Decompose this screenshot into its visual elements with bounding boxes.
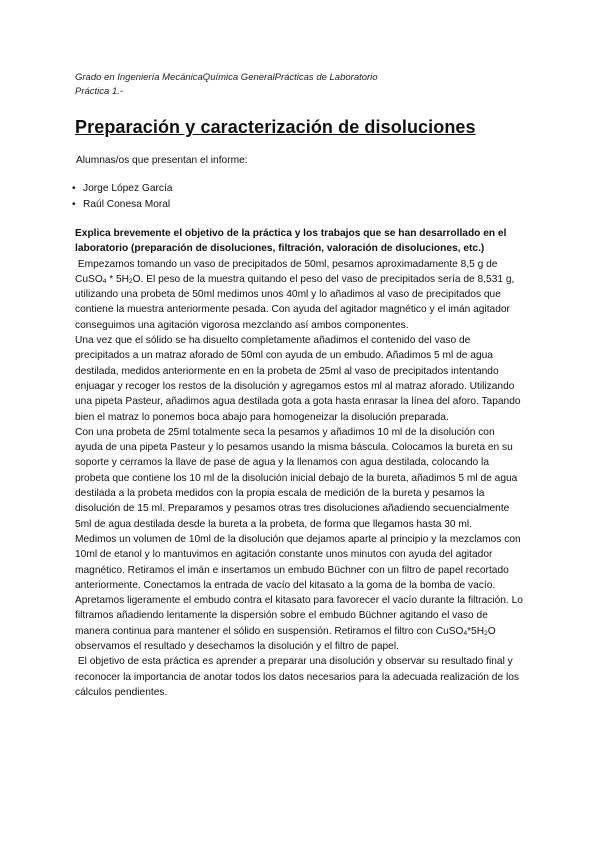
author-item: • Jorge López García [72, 181, 172, 197]
paragraph-5 [75, 654, 525, 700]
p1-sub2: 2 [129, 277, 133, 285]
p4-end: O observamos el resultado y desechamos la disolución y el filtro de papel. [75, 625, 496, 653]
p5-text: El objetivo de esta práctica es aprender a preparar una disolución y observar su resultado final y reconocer la importancia de anotar todos los datos necesarios para la adecuada realización de los cálculos pendientes. [75, 656, 519, 698]
header-course: Grado en Ingeniería MecánicaQuímica GeneralPrácticas de Laboratorio [75, 72, 378, 83]
paragraph-2: Una vez que el sólido se ha disuelto completamente añadimos el contenido del vaso de precipitados a un matraz aforado de 50ml con ayuda de un embudo. Añadimos 5 ml de agua destilada, medidos anteriormente en en la probeta de 25ml al vaso de precipitados intentando enjuagar y recoger los restos de la disolución y agregamos estos ml al matraz aforado. Utilizando una pipeta Pasteur, añadimos agua destilada gota a gota hasta enrasar la línea del aforo. Tapando bien el matraz lo ponemos boca abajo para homogeneizar la disolución preparada. [75, 335, 521, 423]
header-practice: Práctica 1.- [75, 86, 124, 97]
author-item: • Raúl Conesa Moral [72, 197, 172, 213]
document-title: Preparación y caracterización de disoluciones [75, 117, 476, 137]
p4-mid: *5H [467, 625, 485, 637]
p4-start: Medimos un volumen de 10ml de la disolución que dejamos aparte al principio y la mezclamos con 10ml de etanol y lo mantuvimos en agitación constante unos minutos con ayuda del agitador magnético. Retiramos el imán e insertamos un embudo Büchner con un filtro de papel recortado anteriormente. Conectamos la entrada de vacío del kitasato a la goma de la bomba de vacío. Apretamos ligeramente el embudo contra el kitasato para favorecer el vacío durante la filtración. Lo filtramos añadiendo lentamente la dispersión sobre el embudo Büchner agitando el vaso de manera continua para mantener el sólido en suspensión. Retiramos el filtro con CuSO [75, 533, 523, 637]
question-heading: Explica brevemente el objetivo de la práctica y los trabajos que se han desarrollado en el laboratorio (preparación de disoluciones, filtración, valoración de disoluciones, etc.) [75, 228, 507, 255]
p4-sub1: 4 [463, 629, 468, 637]
p1-start: Empezamos tomando un vaso de precipitados de 50ml, pesamos aproximadamente 8,5 g de CuSO [75, 258, 498, 285]
paragraph-1 [75, 257, 525, 333]
p1-mid: * 5H [106, 273, 130, 285]
p1-sub1: 4 [102, 277, 107, 285]
page-header [75, 71, 378, 99]
paragraph-3: Con una probeta de 25ml totalmente seca la pesamos y añadimos 10 ml de la disolución con ayuda de una pipeta Pasteur y lo pesamos usando la misma báscula. Colocamos la bureta en su soporte y cerramos la llave de pase de agua y la llenamos con agua destilada, colocando la probeta que contiene los 10 ml de la disolución inicial debajo de la bureta, añadimos 5 ml de agua destilada a la probeta medidos con la propia escala de medición de la bureta y pesamos la disolución de 15 ml. Preparamos y pesamos otras tres disoluciones añadiendo secuencialmente 5ml de agua destilada desde la bureta a la probeta, de forma que llegamos hasta 30 ml. [75, 426, 518, 530]
p1-end: O. El peso de la muestra quitando el peso del vaso de precipitados sería de 8,531 g, utilizando una probeta de 50ml medimos unos 40ml y lo añadimos al vaso de precipitados que contiene la muestra anteriormente pesada. Con ayuda del agitador magnético y el imán agitador conseguimos una agitación vigorosa mezclando así ambos componentes. [75, 273, 515, 331]
authors-list [72, 181, 172, 213]
report-body [75, 226, 525, 700]
authors-label: Alumnas/os que presentan el informe: [76, 155, 248, 166]
p4-sub2: 2 [484, 629, 488, 637]
paragraph-4 [75, 532, 525, 654]
